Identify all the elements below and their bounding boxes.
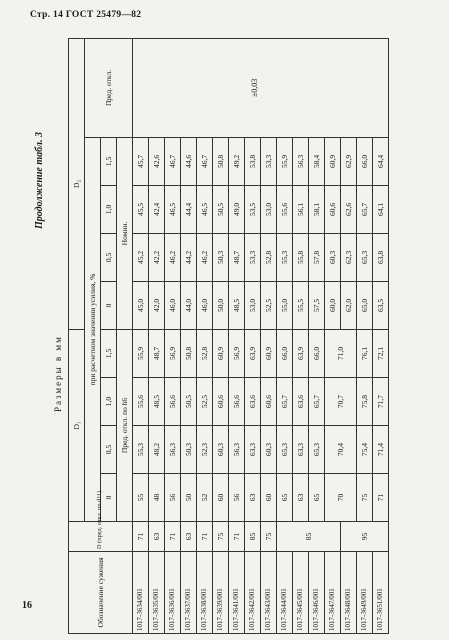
d1-cell: 66,0 <box>309 329 325 377</box>
d1-cell: 65 <box>309 474 325 522</box>
d1-cell: 63,3 <box>245 426 261 474</box>
d1-cell: 72,1 <box>373 329 389 377</box>
d1-cell: 70 <box>325 474 357 522</box>
header-calc: при расчетном значении усилия, % <box>85 137 101 521</box>
d1-cell: 60,6 <box>261 378 277 426</box>
d1-cell: 48,7 <box>149 329 165 377</box>
d1-cell: 52,8 <box>197 329 213 377</box>
d2-cell: 42,0 <box>149 281 165 329</box>
d-cell: 71 <box>133 522 149 552</box>
d2-cell: 46,0 <box>165 281 181 329</box>
page-number: 16 <box>22 600 32 611</box>
d2-cell: 46,2 <box>197 233 213 281</box>
designation-cell: 1017-3647/001 <box>325 552 341 634</box>
continuation-title: Продолжение табл. 3 <box>34 131 45 229</box>
d1-cell: 50,8 <box>181 329 197 377</box>
d2-cell: 56,3 <box>293 137 309 185</box>
d1-cell: 52,3 <box>197 426 213 474</box>
designation-cell: 1017-3645/001 <box>293 552 309 634</box>
d2-cell: 60,6 <box>325 185 341 233</box>
header-pct: 0 <box>101 474 117 522</box>
d2-cell: 55,6 <box>277 185 293 233</box>
d1-cell: 55,9 <box>133 329 149 377</box>
d2-cell: 50,5 <box>213 185 229 233</box>
header-pct: 1,0 <box>101 185 117 233</box>
d2-cell: 55,0 <box>277 281 293 329</box>
d2-cell: 44,6 <box>181 137 197 185</box>
d-cell: 85 <box>245 522 261 552</box>
d2-cell: 46,0 <box>197 281 213 329</box>
designation-cell: 1017-3651/001 <box>373 552 389 634</box>
d1-cell: 56,6 <box>165 378 181 426</box>
d1-cell: 50 <box>181 474 197 522</box>
d1-cell: 60,9 <box>261 329 277 377</box>
designation-cell: 1017-3642/001 <box>245 552 261 634</box>
d1-cell: 63,9 <box>245 329 261 377</box>
d1-cell: 56,9 <box>229 329 245 377</box>
d2-cell: 42,2 <box>149 233 165 281</box>
d1-cell: 60 <box>261 474 277 522</box>
designation-cell: 1017-3635/001 <box>149 552 165 634</box>
rotated-table-block <box>28 34 428 634</box>
d1-cell: 65 <box>277 474 293 522</box>
d1-cell: 52,5 <box>197 378 213 426</box>
d2-cell: 42,6 <box>149 137 165 185</box>
d2-cell: 45,0 <box>133 281 149 329</box>
d2-cell: 55,5 <box>293 281 309 329</box>
tolerance-cell <box>133 38 245 137</box>
d2-cell: 52,8 <box>261 233 277 281</box>
d1-cell: 71,0 <box>325 329 357 377</box>
d2-cell: 56,1 <box>293 185 309 233</box>
d2-cell: 50,0 <box>213 281 229 329</box>
d2-cell: 53,0 <box>245 281 261 329</box>
d2-cell: 57,5 <box>309 281 325 329</box>
d2-cell: 65,7 <box>357 185 373 233</box>
table-row <box>133 38 149 633</box>
table-row <box>245 38 261 633</box>
header-D1: D₁ <box>69 329 85 521</box>
d2-cell: 45,7 <box>133 137 149 185</box>
d1-cell: 65,3 <box>277 426 293 474</box>
d2-cell: 66,0 <box>357 137 373 185</box>
d2-cell: 46,2 <box>165 233 181 281</box>
d1-cell: 48,5 <box>149 378 165 426</box>
designation-cell: 1017-3649/001 <box>357 552 373 634</box>
dimensions-caption: Размеры в мм <box>53 335 63 412</box>
d-cell: 85 <box>277 522 341 552</box>
d2-cell: 45,5 <box>133 185 149 233</box>
d-cell: 71 <box>197 522 213 552</box>
header-nominal: Номин. <box>117 137 133 329</box>
d-cell: 63 <box>149 522 165 552</box>
d1-cell: 50,3 <box>181 426 197 474</box>
d2-cell: 55,8 <box>293 233 309 281</box>
d1-cell: 55,6 <box>133 378 149 426</box>
header-pct: 1,5 <box>101 329 117 377</box>
d1-cell: 50,5 <box>181 378 197 426</box>
d2-cell: 64,1 <box>373 185 389 233</box>
d2-cell: 49,2 <box>229 137 245 185</box>
d-cell: 75 <box>213 522 229 552</box>
d2-cell: 44,4 <box>181 185 197 233</box>
d1-cell: 63,9 <box>293 329 309 377</box>
page-header: Стр. 14 ГОСТ 25479—82 <box>30 10 142 20</box>
d2-cell: 63,5 <box>373 281 389 329</box>
d2-cell: 46,7 <box>165 137 181 185</box>
d1-cell: 56,6 <box>229 378 245 426</box>
header-D2: D₂ <box>69 38 85 329</box>
d2-cell: 58,1 <box>309 185 325 233</box>
d1-cell: 60,9 <box>213 329 229 377</box>
d2-cell: 49,0 <box>229 185 245 233</box>
dimensions-table <box>68 38 389 634</box>
d1-cell: 75,8 <box>357 378 373 426</box>
d1-cell: 71,7 <box>373 378 389 426</box>
d1-cell: 63,3 <box>293 426 309 474</box>
d1-cell: 75,4 <box>357 426 373 474</box>
d1-cell: 65,7 <box>309 378 325 426</box>
d2-cell: 48,7 <box>229 233 245 281</box>
d2-cell: 50,3 <box>213 233 229 281</box>
d2-cell: 50,8 <box>213 137 229 185</box>
designation-cell: 1017-3638/001 <box>197 552 213 634</box>
d2-cell: 60,9 <box>325 137 341 185</box>
d2-cell: 65,0 <box>357 281 373 329</box>
d2-cell: 46,5 <box>197 185 213 233</box>
d2-cell: 53,5 <box>245 185 261 233</box>
designation-cell: 1017-3641/001 <box>229 552 245 634</box>
d1-cell: 56 <box>229 474 245 522</box>
d1-cell: 75 <box>357 474 373 522</box>
designation-cell: 1017-3639/001 <box>213 552 229 634</box>
d2-cell: 60,0 <box>325 281 341 329</box>
d-cell: 63 <box>181 522 197 552</box>
d1-cell: 63,6 <box>293 378 309 426</box>
header-pct: 0,5 <box>101 426 117 474</box>
designation-cell: 1017-3634/001 <box>133 552 149 634</box>
d2-cell: 62,9 <box>341 137 357 185</box>
d1-cell: 60,3 <box>213 426 229 474</box>
d2-cell: 58,4 <box>309 137 325 185</box>
header-tol-d1: Пред. откл. по h6 <box>117 329 133 521</box>
d1-cell: 63,6 <box>245 378 261 426</box>
header-pct: 1,0 <box>101 378 117 426</box>
d2-cell: 46,7 <box>197 137 213 185</box>
d1-cell: 70,4 <box>325 426 357 474</box>
d2-cell: 53,0 <box>261 185 277 233</box>
header-pct: 0,5 <box>101 233 117 281</box>
d2-cell: 62,0 <box>341 281 357 329</box>
designation-cell: 1017-3637/001 <box>181 552 197 634</box>
d1-cell: 52 <box>197 474 213 522</box>
d1-cell: 71 <box>373 474 389 522</box>
d1-cell: 56,9 <box>165 329 181 377</box>
designation-cell: 1017-3646/001 <box>309 552 325 634</box>
d2-cell: 65,3 <box>357 233 373 281</box>
d2-cell: 53,3 <box>261 137 277 185</box>
d2-cell: 45,2 <box>133 233 149 281</box>
d1-cell: 65,3 <box>309 426 325 474</box>
d1-cell: 55,3 <box>133 426 149 474</box>
designation-cell: 1017-3644/001 <box>277 552 293 634</box>
d1-cell: 56,3 <box>229 426 245 474</box>
d1-cell: 66,0 <box>277 329 293 377</box>
d1-cell: 70,7 <box>325 378 357 426</box>
d2-cell: 62,6 <box>341 185 357 233</box>
d2-cell: 44,2 <box>181 233 197 281</box>
tolerance-cell: ±0,03 <box>245 38 389 137</box>
d2-cell: 44,0 <box>181 281 197 329</box>
header-tol-d2: Пред. откл. <box>85 38 133 137</box>
d2-cell: 42,4 <box>149 185 165 233</box>
d2-cell: 46,5 <box>165 185 181 233</box>
d1-cell: 71,4 <box>373 426 389 474</box>
d1-cell: 60 <box>213 474 229 522</box>
d2-cell: 55,3 <box>277 233 293 281</box>
d1-cell: 48,2 <box>149 426 165 474</box>
header-pct: 1,5 <box>101 137 117 185</box>
d2-cell: 55,9 <box>277 137 293 185</box>
d1-cell: 60,6 <box>213 378 229 426</box>
d2-cell: 53,8 <box>245 137 261 185</box>
designation-cell: 1017-3636/001 <box>165 552 181 634</box>
d2-cell: 53,3 <box>245 233 261 281</box>
d1-cell: 60,3 <box>261 426 277 474</box>
d1-cell: 56,3 <box>165 426 181 474</box>
d-cell: 71 <box>165 522 181 552</box>
d-cell: 95 <box>341 522 389 552</box>
d2-cell: 63,8 <box>373 233 389 281</box>
d-cell: 75 <box>261 522 277 552</box>
d1-cell: 56 <box>165 474 181 522</box>
d2-cell: 48,5 <box>229 281 245 329</box>
d2-cell: 57,8 <box>309 233 325 281</box>
header-designation: Обозначение сужения <box>69 552 133 634</box>
d1-cell: 63 <box>245 474 261 522</box>
d1-cell: 76,1 <box>357 329 373 377</box>
header-pct: 0 <box>101 281 117 329</box>
d2-cell: 52,5 <box>261 281 277 329</box>
d1-cell: 55 <box>133 474 149 522</box>
header-D: D (пред. откл. по d11) <box>69 522 133 552</box>
designation-cell: 1017-3643/001 <box>261 552 277 634</box>
d2-cell: 64,4 <box>373 137 389 185</box>
d2-cell: 62,3 <box>341 233 357 281</box>
d1-cell: 48 <box>149 474 165 522</box>
designation-cell: 1017-3648/001 <box>341 552 357 634</box>
d1-cell: 65,7 <box>277 378 293 426</box>
d2-cell: 60,3 <box>325 233 341 281</box>
d-cell: 71 <box>229 522 245 552</box>
d1-cell: 63 <box>293 474 309 522</box>
